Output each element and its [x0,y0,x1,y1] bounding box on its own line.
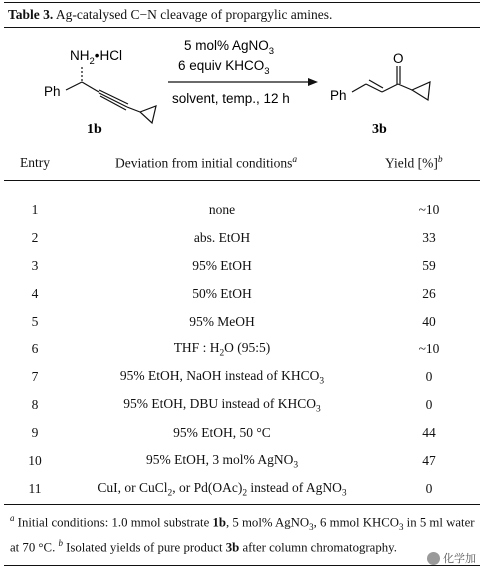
table-row [4,391,480,419]
footnote-bottom-rule [4,565,480,566]
table-row [4,475,480,503]
reaction-scheme [0,30,484,140]
table-row [4,419,480,447]
deviation-cell: abs. EtOH [193,229,251,245]
table-row [4,252,480,280]
yield-cell: 59 [422,257,436,273]
yield-cell: 40 [422,313,436,329]
deviation-cell: THF : $H_2O$ (95:5) [173,340,271,359]
deviation-cell: 95% MeOH [189,313,255,329]
reactant-ph-label: Ph [44,84,61,99]
table-row [4,335,480,363]
wechat-logo-icon [427,552,440,565]
header-rule [4,180,480,181]
product-compound-label: 3b [372,122,387,137]
entry-cell: 1 [31,201,39,217]
product-structure [352,66,430,100]
reactant-compound-label: 1b [87,122,102,137]
top-rule [4,2,480,3]
deviation-cell: 95% EtOH, 50 °C [173,425,271,441]
product-ph-label: Ph [330,88,347,103]
entry-cell: 11 [28,480,42,496]
table-row [4,280,480,308]
reactant-amine-label: $NH_2•HCl$ [70,48,123,67]
deviation-cell: 95% EtOH, 3 mol% AgNO$_3$ [145,451,299,471]
yield-cell: 26 [422,285,436,301]
yield-cell: 33 [422,229,436,245]
entry-cell: 9 [31,425,39,441]
table-row [4,224,480,252]
table-row [4,308,480,336]
entry-cell: 3 [31,257,39,273]
caption-rule [4,27,480,28]
deviation-cell: 50% EtOH [192,285,252,301]
deviation-cell: none [208,201,236,217]
reaction-arrow-head [308,78,318,86]
results-table-body [4,196,480,503]
caption-label: Table 3. [8,7,54,22]
yield-cell: ~10 [418,341,440,357]
yield-cell: 44 [422,425,436,441]
table-footnote: $^a$ Initial conditions: 1.0 mmol substrate 1b, 5 mol% AgNO$_3$, 6 mmol $KHCO_3$ in 5 ml water at 70 °C. $^b$ Isolated yields of pure product 3b after column chromatography. [10,513,475,555]
header-entry: Entry [20,155,50,170]
table-row [4,196,480,224]
results-table [4,196,480,503]
reagent-line-1: 5 mol% AgNO$_3$ [184,38,275,57]
table-row [4,363,480,391]
entry-cell: 5 [31,313,39,329]
yield-cell: 0 [425,397,433,413]
yield-cell: 0 [425,480,433,496]
entry-cell: 8 [31,397,39,413]
reagent-line-2: 6 equiv $KHCO_3$ [178,58,270,77]
caption-text: Ag-catalysed C−N cleavage of propargylic amines. [53,7,333,22]
entry-cell: 2 [31,229,39,245]
yield-cell: ~10 [418,201,440,217]
entry-cell: 7 [31,369,39,385]
entry-cell: 4 [31,285,39,301]
reaction-conditions: solvent, temp., 12 h [172,91,290,106]
deviation-cell: 95% EtOH, DBU instead of $KHCO_3$ [123,395,321,415]
entry-cell: 6 [31,341,39,357]
reactant-structure [66,66,156,123]
watermark-text: 化学加 [443,552,476,565]
yield-cell: 47 [422,452,436,468]
header-deviation: Deviation from initial conditions$^a$ [115,155,298,171]
deviation-cell: CuI, or CuCl$_2$, or $Pd(OAc)_2$ instead of AgNO$_3$ [97,479,347,499]
watermark [427,550,476,566]
deviation-cell: 95% EtOH, NaOH instead of $KHCO_3$ [119,367,325,387]
table-bottom-rule [4,504,480,505]
deviation-cell: 95% EtOH [192,257,252,273]
yield-cell: 0 [425,369,433,385]
header-yield: Yield [%]$^b$ [385,155,443,171]
product-oxygen-label: O [393,51,404,66]
table-caption [8,7,332,23]
table-row [4,447,480,475]
entry-cell: 10 [28,452,42,468]
